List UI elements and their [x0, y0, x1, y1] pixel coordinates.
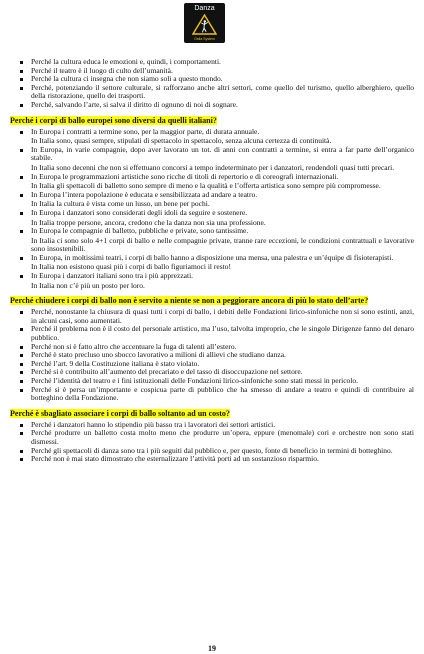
intro-list [10, 58, 414, 110]
page-number: 19 [208, 644, 216, 653]
list-item: Perché gli spettacoli di danza sono tra i più seguiti dal pubblico e, per questo, fonte di beneficio in termini di botteghino. [10, 447, 414, 456]
list-item: Perché produrre un balletto costa molto meno che produrre un’opera, eppure (menomale) cori e orchestre non sono stati dismessi. [10, 429, 414, 446]
section-heading-text: Perché chiudere i corpi di ballo non è servito a niente se non a peggiorare ancora di più lo stato dell’arte? [10, 296, 369, 306]
list-item: Perché non si è fatto altro che accentuare la fuga di talenti all’estero. [10, 343, 414, 352]
list-item: Perché, nonostante la chiusura di quasi tutti i corpi di ballo, i debiti delle Fondazioni lirico-sinfoniche non si sono estinti, anzi, in alcuni casi, sono aumentati. [10, 308, 414, 325]
list-item: Perché non è mai stato dimostrato che esternalizzare l’attività porti ad un sostanzioso risparmio. [10, 455, 414, 464]
logo-title: Danza [194, 5, 215, 12]
list-item-continuation: In Italia ci sono solo 4+1 corpi di ballo e nelle compagnie private, tranne rare eccezioni, le condizioni contrattuali e lavorative sono insostenibili. [31, 235, 414, 254]
list-item-continuation: In Italia sono, quasi sempre, stipulati di spettacolo in spettacolo, senza alcuna certezza di continuità. [31, 136, 332, 146]
section-heading [10, 296, 414, 305]
list-item-continuation: In Italia la cultura è vista come un lusso, un bene per pochi. [31, 199, 210, 209]
list-item-continuation: In Italia non esistono quasi più i corpi di ballo figuriamoci il resto! [31, 262, 231, 272]
list-item: Perché, salvando l’arte, si salva il diritto di ognuno di noi di sognare. [10, 101, 414, 110]
list-item: In Europa i contratti a termine sono, per la maggior parte, di durata annuale. [10, 128, 414, 137]
list-item-continuation: In Italia gli spettacoli di balletto sono sempre di meno e la qualità e l’offerta artistica sono sempre più compromesse. [31, 181, 381, 191]
list-item-continuation: In Italia non c’è più un posto per loro. [31, 280, 145, 290]
list-item-continuation: In Italia sono decenni che non si effettuano concorsi a tempo indeterminato per i danzatori, rendendoli quasi tutti precari. [31, 162, 395, 172]
list-item: Perché la cultura ci insegna che non siamo soli a questo mondo. [10, 75, 414, 84]
list-item: Perché l’art. 9 della Costituzione italiana è stato violato. [10, 360, 414, 369]
section-heading-text: Perché è sbagliato associare i corpi di ballo soltanto ad un costo? [10, 408, 230, 418]
list-item: Perché si è persa un’importante e cospicua parte di pubblico che ha smesso di andare a teatro e quindi di contribuire al botteghino della Fondazione. [10, 386, 414, 403]
list-item: In Europa, in moltissimi teatri, i corpi di ballo hanno a disposizione una mensa, una palestra e un’équipe di fisioterapisti. [10, 254, 414, 263]
list-item: In Europa i danzatori italiani sono tra i più apprezzati. [10, 272, 414, 281]
europe-italy-list [10, 128, 414, 291]
list-item: Perché il teatro è il luogo di culto dell’umanità. [10, 67, 414, 76]
list-item: Perché i danzatori hanno lo stipendio più basso tra i lavoratori dei settori artistici. [10, 421, 414, 430]
dancer-icon [192, 14, 217, 35]
list-item: In Europa l’intera popolazione è educata e sensibilizzata ad andare a teatro. [10, 191, 414, 200]
logo-subtitle: Ostia System [194, 37, 215, 41]
document-body [10, 58, 414, 464]
list-item: Perché, potenziando il settore culturale, si rafforzano anche altri settori, come quello del turismo, quello alberghiero, quello della ristorazione, quello dei trasporti. [10, 84, 414, 101]
list-item: In Europa i danzatori sono considerati degli idoli da seguire e sostenere. [10, 209, 414, 218]
section-heading [10, 116, 414, 125]
list-item: Perché la cultura educa le emozioni e, quindi, i comportamenti. [10, 58, 414, 67]
list-item: In Europa le programmazioni artistiche sono ricche di titoli di repertorio e di coreografi internazionali. [10, 173, 414, 182]
list-item: Perché l’identità del teatro e i fini istituzionali delle Fondazioni lirico-sinfoniche sono stati messi in pericolo. [10, 377, 414, 386]
list-item-continuation: In Italia troppe persone, ancora, credono che la danza non sia una professione. [31, 217, 266, 227]
list-item: Perché il problema non è il costo del personale artistico, ma l’uso, talvolta improprio, che le singole Dirigenze fanno del denaro pubblico. [10, 325, 414, 342]
section-heading [10, 409, 414, 418]
list-item: Perché è stato precluso uno sbocco lavorativo a milioni di allievi che studiano danza. [10, 351, 414, 360]
list-item: In Europa, in varie compagnie, dopo aver lavorato un tot. di anni con contratti a termine, si entra a far parte dell’organico stabile. [10, 146, 414, 163]
section-heading-text: Perché i corpi di ballo europei sono diversi da quelli italiani? [10, 115, 217, 125]
list-item: In Europa le compagnie di balletto, pubbliche e private, sono tantissime. [10, 227, 414, 236]
list-item: Perché si è contribuito all’aumento del precariato e del tasso di disoccupazione nel settore. [10, 368, 414, 377]
logo [184, 3, 225, 43]
cost-list [10, 421, 414, 464]
closure-list [10, 308, 414, 403]
